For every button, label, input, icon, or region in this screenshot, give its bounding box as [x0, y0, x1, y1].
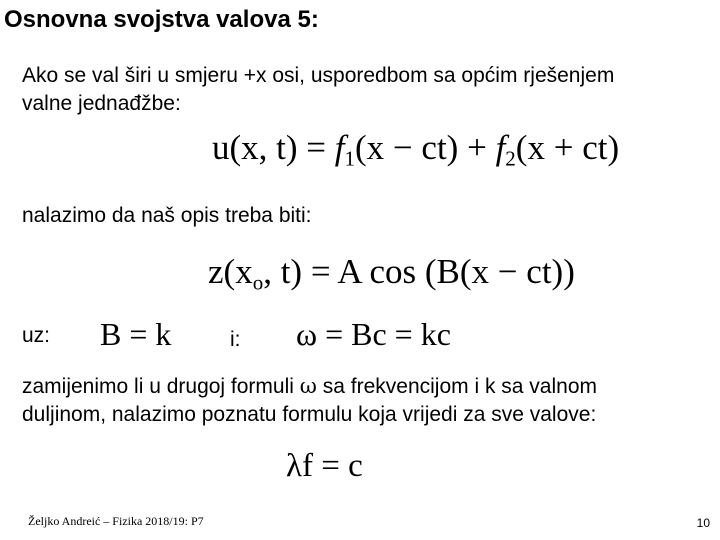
page-number: 10 — [696, 516, 710, 530]
footer-author: Željko Andreić – Fizika 2018/19: P7 — [28, 514, 204, 528]
description-text: nalazimo da naš opis treba biti: — [22, 204, 312, 227]
i-label: i: — [230, 328, 241, 351]
wave-description-equation: $z(x_o$, t) = A cos (B(x − ct)) — [208, 252, 575, 295]
intro-line-1: Ako se val širi u smjeru +x osi, usporedbom sa općim rješenjem — [22, 64, 615, 87]
b-equals-k-equation: B = k — [100, 316, 172, 352]
slide-title: Osnovna svojstva valova 5: — [4, 6, 319, 33]
wavelength-frequency-equation: λf = c — [286, 448, 363, 484]
substitution-paragraph — [22, 372, 712, 429]
substitution-line-2: duljinom, nalazimo poznatu formulu koja vrijedi za sve valove: — [22, 403, 597, 426]
omega-symbol: ω — [299, 374, 317, 398]
intro-paragraph — [22, 62, 712, 118]
wave-equation-general-solution: u(x, $t) = f_1(x - ct) + f_2(x + ct)$ — [212, 128, 620, 171]
uz-label: uz: — [22, 324, 51, 347]
omega-equation: ω = Bc = kc — [296, 316, 451, 352]
intro-line-2: valne jednađžbe: — [22, 92, 181, 115]
substitution-line-1: zamijenimo li u drugoj formuli ω sa frekvencijom i k sa valnom — [22, 374, 598, 398]
